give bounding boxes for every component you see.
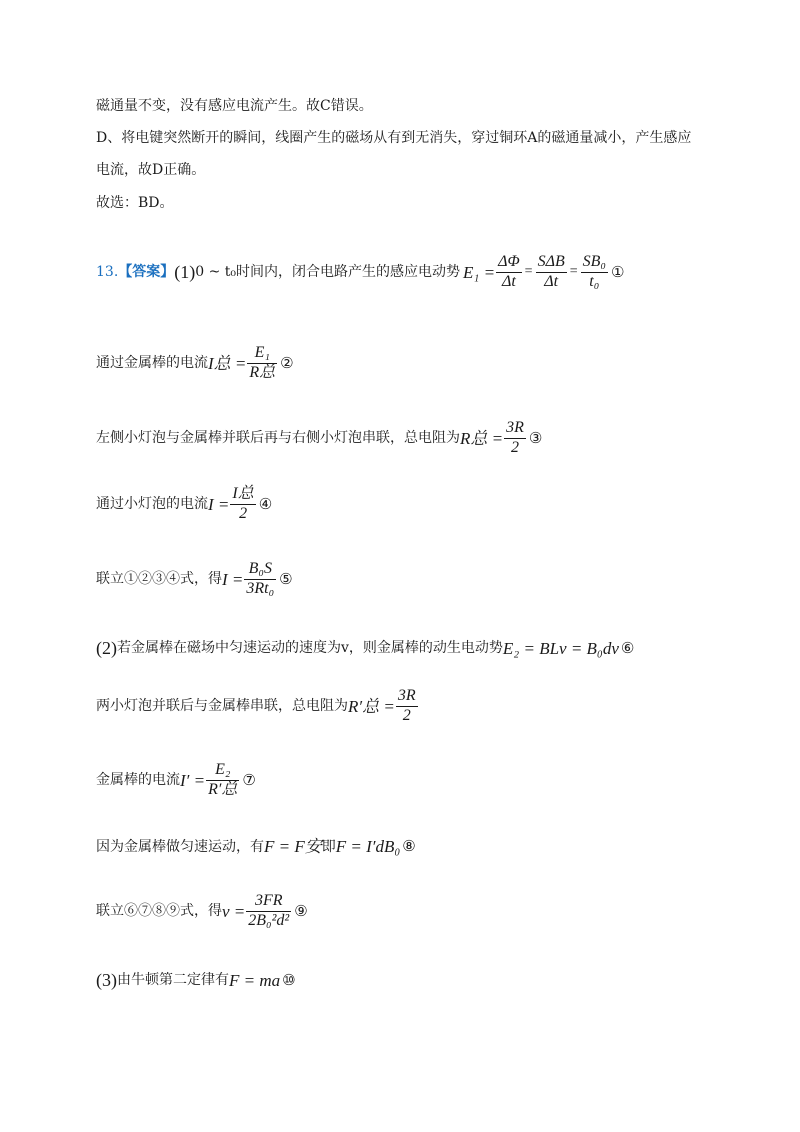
line-text: 即 xyxy=(321,838,336,855)
equation-mark: ③ xyxy=(528,428,543,447)
part-label: (2) xyxy=(96,638,117,658)
fraction xyxy=(230,486,255,523)
equation-lhs: I总 = xyxy=(208,353,247,373)
line-text: 通过金属棒的电流 xyxy=(96,355,208,372)
equation: E₂ = BLv = B₀dv xyxy=(502,638,619,658)
equation-lhs: R总 = xyxy=(460,428,504,448)
equation-8-line xyxy=(96,762,256,799)
fraction-denominator: t₀ xyxy=(589,272,600,290)
fraction-denominator: 2 xyxy=(402,706,411,724)
fraction xyxy=(247,345,277,382)
equation-mark: ⑧ xyxy=(402,837,416,855)
fraction xyxy=(496,254,522,291)
question-number: 13. xyxy=(96,264,119,281)
fraction-denominator: 2 xyxy=(511,438,519,456)
text-line-3: 电流，故D正确。 xyxy=(96,162,206,178)
equation-lhs: v = xyxy=(222,901,246,921)
line-text: 金属棒的电流 xyxy=(96,772,180,789)
fraction xyxy=(581,254,608,291)
equation-9-line xyxy=(96,838,416,855)
fraction-numerator: SB₀ xyxy=(582,253,606,270)
equation-5-line xyxy=(96,561,293,598)
fraction xyxy=(244,561,276,598)
line-text: 通过小灯泡的电流 xyxy=(96,496,208,513)
fraction xyxy=(206,762,239,799)
equation-7-line xyxy=(96,688,419,725)
equation-2-line xyxy=(96,345,294,382)
equation-lhs: I = xyxy=(208,494,230,514)
fraction-denominator: 2B₀²d² xyxy=(248,911,290,929)
equation-mark: ⑦ xyxy=(242,770,256,789)
equation-lhs: E₁ = xyxy=(463,262,496,282)
answer-tag: 【答案】 xyxy=(118,264,175,281)
fraction-numerator: 3FR xyxy=(254,892,283,909)
part-label: (3) xyxy=(96,970,117,990)
fraction xyxy=(246,893,291,930)
line-text: 因为金属棒做匀速运动，有 xyxy=(96,838,264,855)
q13-part2-line xyxy=(96,639,634,657)
fraction xyxy=(504,420,526,457)
fraction-numerator: 3R xyxy=(397,687,416,704)
fraction-numerator: SΔB xyxy=(537,253,565,270)
fraction-denominator: R总 xyxy=(249,363,276,381)
equation-mark: ⑥ xyxy=(620,638,635,657)
equation: F = F安 xyxy=(264,837,322,856)
fraction-denominator: Δt xyxy=(544,272,559,290)
equation-lhs: I = xyxy=(222,569,244,589)
text-line-4: 故选：BD。 xyxy=(96,195,174,211)
equation-mark: ① xyxy=(610,262,625,281)
equation-mark: ⑩ xyxy=(282,970,296,989)
fraction xyxy=(536,254,567,291)
equation-lhs: R′总 = xyxy=(348,696,395,716)
fraction-numerator: 3R xyxy=(506,419,524,436)
text-line-2: D、将电键突然断开的瞬间，线圈产生的磁场从有到无消失，穿过铜环A的磁通量减小，产生感应 xyxy=(96,130,692,146)
part-label: (1) xyxy=(174,262,196,283)
equation-mark: ④ xyxy=(258,494,273,513)
line-text: 联立⑥⑦⑧⑨式，得 xyxy=(96,903,222,920)
line-text: 联立①②③④式，得 xyxy=(96,571,222,588)
equation-mark: ② xyxy=(280,353,294,372)
line-text: 左侧小灯泡与金属棒并联后再与右侧小灯泡串联，总电阻为 xyxy=(96,430,460,447)
part1-text: 0 ~ t₀时间内，闭合电路产生的感应电动势 xyxy=(195,264,461,281)
equation-mark: ⑨ xyxy=(294,901,308,920)
equation-10-line xyxy=(96,893,308,930)
fraction-numerator: ΔΦ xyxy=(498,253,520,270)
fraction-numerator: E₁ xyxy=(254,344,270,361)
equation-3-line xyxy=(96,420,542,457)
equation-4-line xyxy=(96,486,272,523)
q13-part3-line xyxy=(96,971,296,989)
equation: F = I′dB₀ xyxy=(335,837,401,856)
fraction-denominator: R′总 xyxy=(208,780,238,798)
fraction xyxy=(396,688,418,725)
fraction-numerator: I总 xyxy=(232,485,254,502)
equation-lhs: I′ = xyxy=(180,770,206,790)
line-text: 若金属棒在磁场中匀速运动的速度为v，则金属棒的动生电动势 xyxy=(117,640,503,656)
equals-sign: = xyxy=(569,264,578,280)
fraction-numerator: B₀S xyxy=(248,560,272,577)
equation-mark: ⑤ xyxy=(279,569,293,588)
fraction-denominator: 3Rt₀ xyxy=(246,579,275,597)
fraction-denominator: Δt xyxy=(501,272,516,290)
equation: F = ma xyxy=(229,970,281,990)
text-line-1: 磁通量不变，没有感应电流产生。故C错误。 xyxy=(96,98,373,114)
fraction-numerator: E₂ xyxy=(215,761,231,778)
equals-sign: = xyxy=(524,264,533,280)
q13-part1-line xyxy=(96,254,624,291)
line-text: 两小灯泡并联后与金属棒串联，总电阻为 xyxy=(96,698,348,715)
fraction-denominator: 2 xyxy=(239,504,248,522)
line-text: 由牛顿第二定律有 xyxy=(117,972,229,988)
